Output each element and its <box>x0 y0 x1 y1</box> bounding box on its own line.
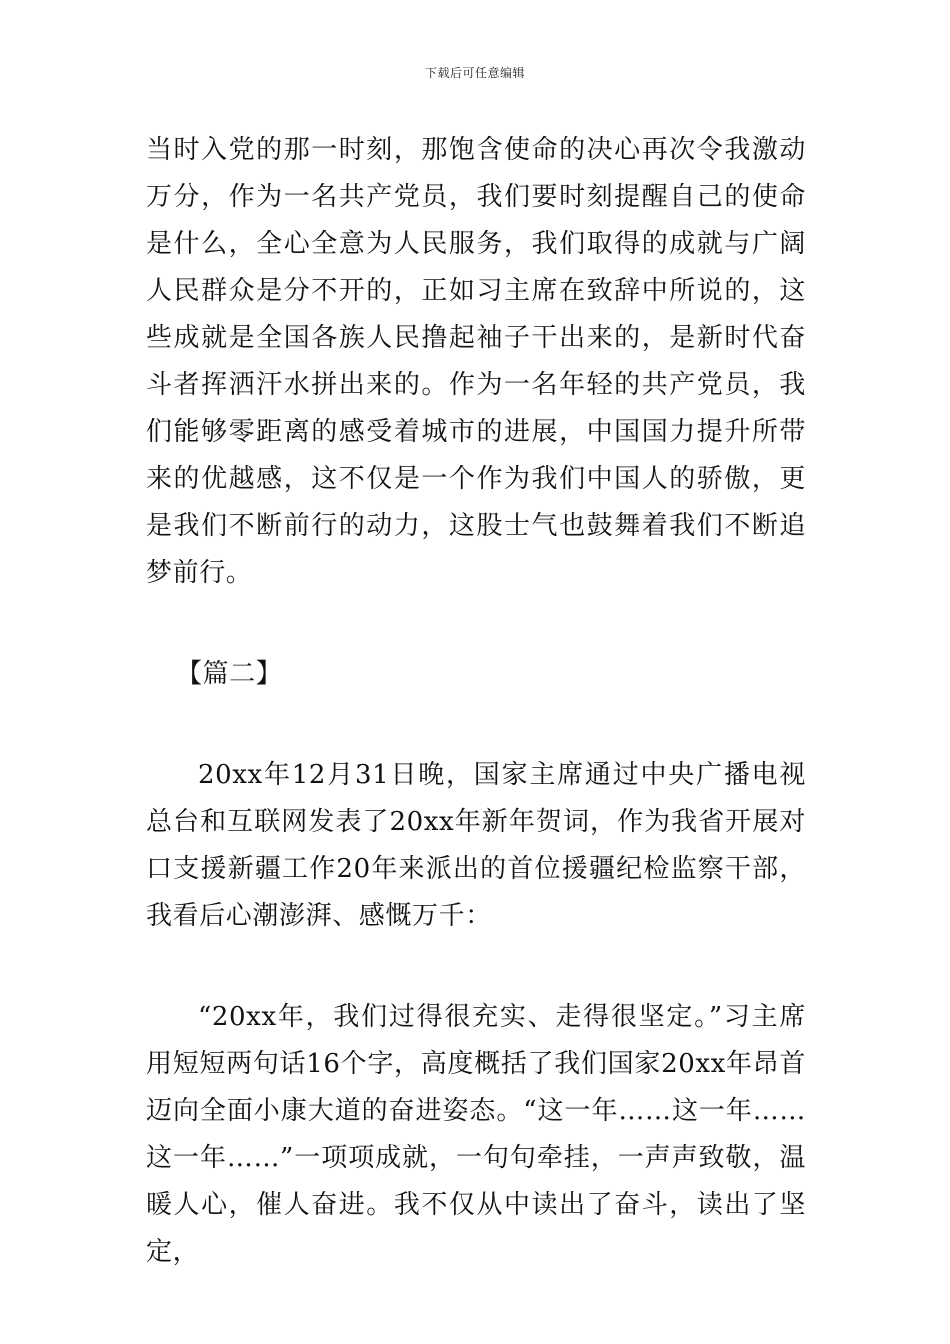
document-body <box>146 127 806 1276</box>
page-header-note: 下载后可任意编辑 <box>424 66 525 80</box>
paragraph-continuation: 当时入党的那一时刻，那饱含使命的决心再次令我激动万分，作为一名共产党员，我们要时刻提醒自己的使命是什么，全心全意为人民服务，我们取得的成就与广阔人民群众是分不开的，正如习主席在致辞中所说的，这些成就是全国各族人民撸起袖子干出来的，是新时代奋斗者挥洒汗水拼出来的。作为一名年轻的共产党员，我们能够零距离的感受着城市的进展，中国国力提升所带来的优越感，这不仅是一个作为我们中国人的骄傲，更是我们不断前行的动力，这股士气也鼓舞着我们不断追梦前行。 <box>146 135 806 588</box>
section-heading: 【篇二】 <box>176 659 283 689</box>
paragraph-quote: “20xx年，我们过得很充实、走得很坚定。”习主席用短短两句话16个字，高度概括了我们国家20xx年昂首迈向全面小康大道的奋进姿态。“这一年……这一年……这一年……”一项项成就，一句句牵挂，一声声致敬，温暖人心，催人奋进。我不仅从中读出了奋斗，读出了坚定， <box>146 1002 806 1267</box>
paragraph-intro: 20xx年12月31日晚，国家主席通过中央广播电视总台和互联网发表了20xx年新年贺词，作为我省开展对口支援新疆工作20年来派出的首位援疆纪检监察干部，我看后心潮澎湃、感慨万千： <box>146 760 806 931</box>
